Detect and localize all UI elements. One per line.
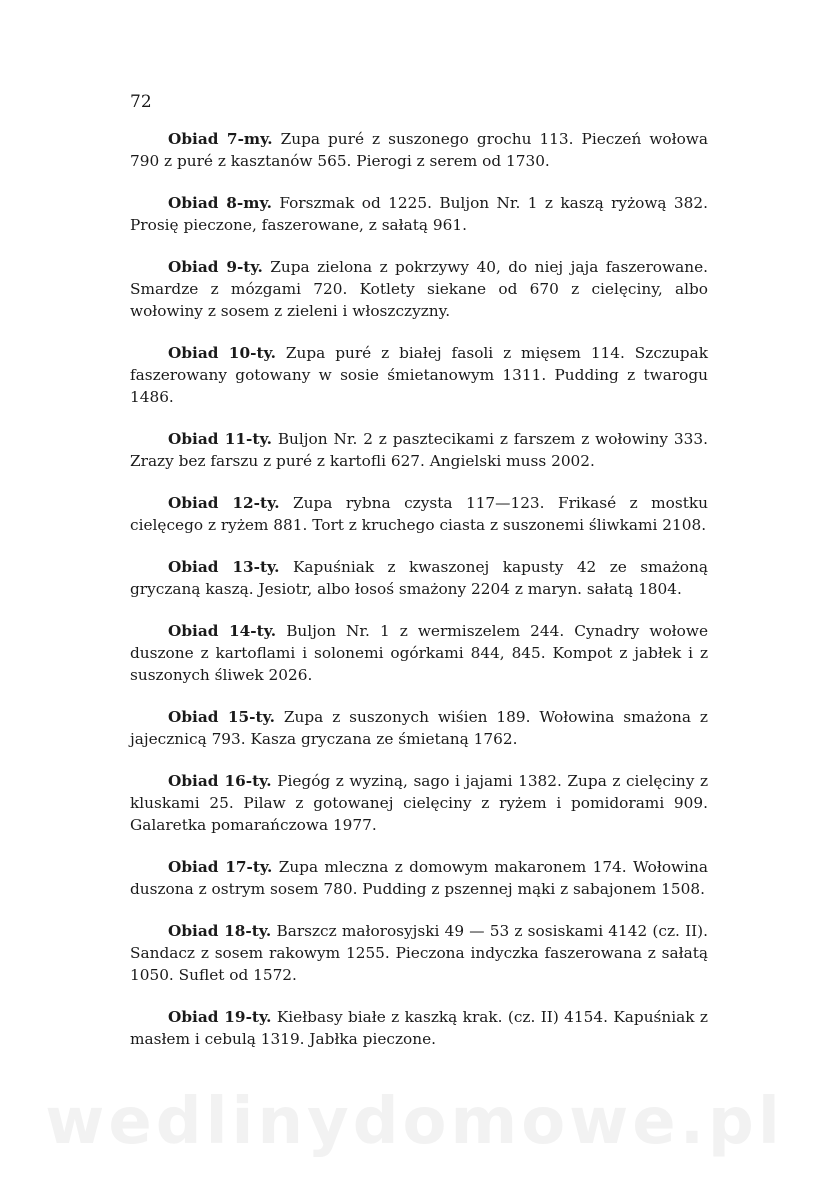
entry-text: Zupa puré z białej fasoli z mięsem 114. Szczupak faszerowany gotowany w sosie śmietanowym 1311. Pudding z twarogu 1486. xyxy=(130,344,708,406)
menu-entry-18 xyxy=(130,920,708,986)
entry-label: Obiad 14-ty. xyxy=(168,622,277,640)
menu-entries xyxy=(130,128,708,1070)
entry-label: Obiad 8-my. xyxy=(168,194,272,212)
menu-entry-15 xyxy=(130,706,708,750)
entry-text: Forszmak od 1225. Buljon Nr. 1 z kaszą ryżową 382. Prosię pieczone, faszerowane, z sałatą 961. xyxy=(130,194,708,234)
entry-label: Obiad 15-ty. xyxy=(168,708,275,726)
entry-label: Obiad 10-ty. xyxy=(168,344,276,362)
watermark: wedlinydomowe.pl xyxy=(45,1085,784,1159)
entry-label: Obiad 16-ty. xyxy=(168,772,272,790)
menu-entry-10 xyxy=(130,342,708,408)
entry-text: Kapuśniak z kwaszonej kapusty 42 ze smażoną gryczaną kaszą. Jesiotr, albo łosoś smażony 2204 z maryn. sałatą 1804. xyxy=(130,558,708,598)
entry-label: Obiad 19-ty. xyxy=(168,1008,272,1026)
entry-label: Obiad 17-ty. xyxy=(168,858,273,876)
menu-entry-8 xyxy=(130,192,708,236)
menu-entry-12 xyxy=(130,492,708,536)
entry-text: Kiełbasy białe z kaszką krak. (cz. II) 4154. Kapuśniak z masłem i cebulą 1319. Jabłka pieczone. xyxy=(130,1008,708,1048)
entry-label: Obiad 9-ty. xyxy=(168,258,263,276)
menu-entry-14 xyxy=(130,620,708,686)
entry-text: Zupa z suszonych wiśien 189. Wołowina smażona z jajecznicą 793. Kasza gryczana ze śmietaną 1762. xyxy=(130,708,708,748)
entry-text: Zupa zielona z pokrzywy 40, do niej jaja faszerowane. Smardze z mózgami 720. Kotlety siekane od 670 z cielęciny, albo wołowiny z sosem z zieleni i włoszczyzny. xyxy=(130,258,708,320)
entry-text: Zupa puré z suszonego grochu 113. Pieczeń wołowa 790 z puré z kasztanów 565. Pierogi z serem od 1730. xyxy=(130,130,708,170)
entry-label: Obiad 18-ty. xyxy=(168,922,272,940)
page-number: 72 xyxy=(130,92,152,112)
menu-entry-7 xyxy=(130,128,708,172)
entry-label: Obiad 7-my. xyxy=(168,130,273,148)
entry-label: Obiad 12-ty. xyxy=(168,494,280,512)
menu-entry-13 xyxy=(130,556,708,600)
menu-entry-11 xyxy=(130,428,708,472)
entry-text: Buljon Nr. 1 z wermiszelem 244. Cynadry wołowe duszone z kartoflami i solonemi ogórkami 844, 845. Kompot z jabłek i z suszonych śliwek 2026. xyxy=(130,622,708,684)
entry-label: Obiad 13-ty. xyxy=(168,558,280,576)
menu-entry-19 xyxy=(130,1006,708,1050)
entry-text: Zupa rybna czysta 117—123. Frikasé z mostku cielęcego z ryżem 881. Tort z kruchego ciasta z suszonemi śliwkami 2108. xyxy=(130,494,708,534)
entry-text: Piegóg z wyziną, sago i jajami 1382. Zupa z cielęciny z kluskami 25. Pilaw z gotowanej cielęciny z ryżem i pomidorami 909. Galaretka pomarańczowa 1977. xyxy=(130,772,708,834)
menu-entry-16 xyxy=(130,770,708,836)
entry-label: Obiad 11-ty. xyxy=(168,430,272,448)
menu-entry-9 xyxy=(130,256,708,322)
entry-text: Zupa mleczna z domowym makaronem 174. Wołowina duszona z ostrym sosem 780. Pudding z pszennej mąki z sabajonem 1508. xyxy=(130,858,708,898)
menu-entry-17 xyxy=(130,856,708,900)
entry-text: Buljon Nr. 2 z pasztecikami z farszem z wołowiny 333. Zrazy bez farszu z puré z kartofli 627. Angielski muss 2002. xyxy=(130,430,708,470)
entry-text: Barszcz małorosyjski 49 — 53 z sosiskami 4142 (cz. II). Sandacz z sosem rakowym 1255. Pieczona indyczka faszerowana z sałatą 1050. Suflet od 1572. xyxy=(130,922,708,984)
